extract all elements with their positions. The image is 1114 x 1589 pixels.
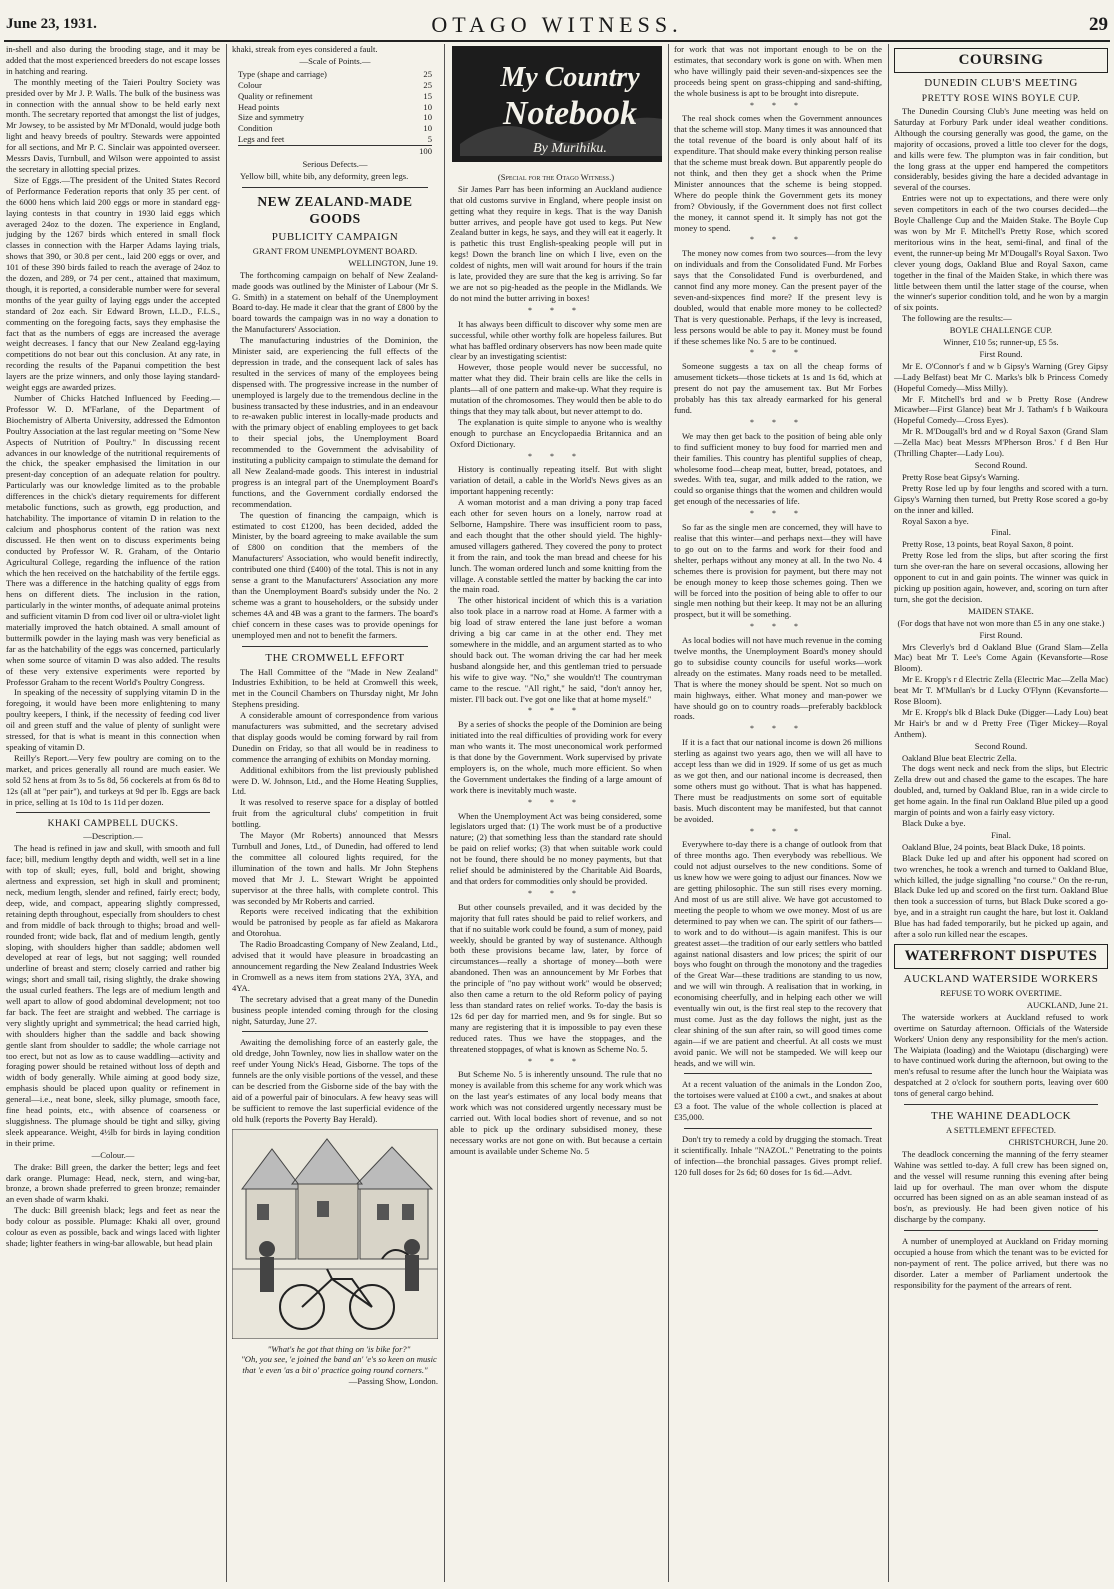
points-value: 15 bbox=[423, 90, 432, 101]
column-5 bbox=[894, 44, 1108, 1582]
subhead-description: —Description.— bbox=[83, 831, 143, 842]
paragraph: It was resolved to reserve space for a display of bottled fruit from the agricultural clubs' competition in fruit bottling. bbox=[232, 797, 438, 830]
paragraph: The question of financing the campaign, which is estimated to cost £1200, has been decided, added the Minister, by the board agreeing to make available the sum of £800 on condition that the members of the Manufacturers' Association, who would benefit indirectly, contributed one third (£400) of the total. This is not in any sense a grant to the Manufacturers' Association any more than the Unemployment Board's subsidy under the No. 2 scheme was a grant to householders, or the subsidy under schemes 4A and 4B was a grant to the farmers. The board's chief concern in these cases was to provide openings for unemployed men and not to benefit the farmers. bbox=[232, 509, 438, 640]
round-heading: First Round. bbox=[979, 629, 1023, 640]
paragraph: The monthly meeting of the Taieri Poultry Society was presided over by Mr J. P. Walls. The bulk of the business was in connection with the annual show to be held early next month. The secretary reported that amongst the list of judges, Mr Jowsey, to be assisted by Mr M'Donald, would judge both light and heavy breeds of poultry. Stewards were appointed for all sections, and Mr P. C. Sinclair was appointed overseer. Messrs Davis, Turnbull, and Wilson were appointed to assist the secretary in allotting special prizes. bbox=[6, 76, 220, 174]
points-label: Quality or refinement bbox=[238, 90, 313, 101]
round-heading: Final. bbox=[991, 829, 1011, 840]
column-rule bbox=[888, 44, 889, 1582]
cartoon-illustration bbox=[232, 1129, 438, 1339]
subhead-pretty-rose: PRETTY ROSE WINS BOYLE CUP. bbox=[921, 94, 1081, 104]
paragraph: The forthcoming campaign on behalf of New Zealand-made goods was outlined by the Minister of Labour (Mr S. G. Smith) in a statement on behalf of the Unemployment Board to-day. He made it clear that the grant of £800 by the board towards the campaign was in no way a donation to the Manufacturers' Association. bbox=[232, 269, 438, 335]
paragraph: Yellow bill, white bib, any deformity, green legs. bbox=[240, 170, 409, 181]
points-total-row bbox=[238, 145, 432, 157]
paragraph: History is continually repeating itself. But with slight variation of detail, a cable in the World's News gives as an important happening recently: bbox=[450, 464, 662, 497]
newspaper-title: OTAGO WITNESS. bbox=[431, 12, 683, 37]
paragraph: The Hall Committee of the "Made in New Zealand" Industries Exhibition, to be held at Cromwell this week, met in the Council Chambers on Thursday night, Mr John Stephens presiding. bbox=[232, 666, 438, 710]
paragraph: But Scheme No. 5 is inherently unsound. The rule that no money is available from this scheme for any work which was on the last year's estimates of any local body means that work which was not considered urgently necessary must be carried out. With local bodies short of revenue, and so not able to pick up the ordinary subsidised money, these necessary works are not gone on with. But because a certain amount is available under Scheme No. 5 bbox=[450, 1069, 662, 1156]
paragraph: The duck: Bill greenish black; legs and feet as near the body colour as possible. Plumage: Khaki all over, ground colour as even as possible, back and wings laced with lighter shade; lighter feathers in wing-bar allowable, but head plain bbox=[6, 1205, 220, 1248]
paragraph: The head is refined in jaw and skull, with smooth and full face; bill, medium lengthy depth and width, well set in a line with top of skull; eyes, full, bold and bright, showing alertness and expression, set high in skull and prominent; neck, medium length, slender and refined, fairly erect; body, deep, wide, and compact, appearing slightly compressed, retaining depth throughout, especially from shoulders to chest and from middle of back through to thighs; broad and well-rounded front; wide back, flat and of medium length, gently sloping, with shoulders higher than saddle; abdomen well developed at rear of legs, but not sagging; well rounded underline of breast and stern; closely carried and rather big wings; short and small tail, rising slightly, the drake showing the usual curled feathers. The legs are of medium length and well apart to allow of good abdominal development; not too far back. The feet are straight and webbed. The carriage is very slightly upright and symmetrical; the head carried high, with shoulders higher than the saddle and back showing gentle slant from shoulder to saddle; the whole carriage not too erect, but not as low as to cause waddling—activity and foraging power should be retained without loss of depth and width of body generally. While aiming at good body size, emphasis should be placed upon quality or refinement in general—i.e., neat bone, sleek, silky plumage, smooth face, fine head points, etc., with absence of coarseness or sluggishness. The plumage should be tight and silky, giving sleek appearance. Weight, 4½lb for birds in laying condition in their prime. bbox=[6, 843, 220, 1148]
headline-coursing: COURSING bbox=[958, 52, 1044, 68]
result-item: Pretty Rose led up by four lengths and scored with a turn. Gipsy's Warning then turned, but Pretty Rose scored a go-by on the inner and killed. bbox=[894, 482, 1108, 515]
round-heading: Second Round. bbox=[974, 740, 1028, 751]
section-stars: * * * bbox=[528, 451, 584, 461]
paragraph: When the Unemployment Act was being considered, some legislators urged that: (1) The work must be of a productive nature; (2) that something less than the standard rate should be paid on relief works; (3) that when suitable work could not be found, there should be no money payments, but that relief should be administered by the Charitable Aid Boards, and that orders for commodities only should be provided. bbox=[450, 810, 662, 886]
paragraph: The Dunedin Coursing Club's June meeting was held on Saturday at Forbury Park under ideal weather conditions. Although the coursing generally was good, the game, on the majority of occasions, proved a little too clever for the dogs, and kills were few. The plumpton was in fair condition, but the long grass at the upper end hampered the competitors considerably, besides giving the hare a decided advantage in several of the courses. bbox=[894, 106, 1108, 193]
paragraph: A number of unemployed at Auckland on Friday morning occupied a house from which the tenant was to be evicted for non-payment of rent. The police arrived, but there was no disorder. Later a member of Parliament undertook the responsibility for the payment of the arrears of rent. bbox=[894, 1236, 1108, 1290]
points-value: 5 bbox=[427, 134, 432, 145]
paragraph: The waterside workers at Auckland refused to work overtime on Saturday afternoon. Officials of the Waterside Workers' Union deny any responsibility for the men's action. The Waipiata (loading) and the Waiotapu (discharging) were to have continued work during the afternoon, but owing to the men's refusal to resume after the lunch hour the Waipiata was despatched at 2 o'clock for southern ports, leaving over 600 tons of general cargo behind. bbox=[894, 1011, 1108, 1099]
column-1 bbox=[6, 44, 220, 1582]
issue-date: June 23, 1931. bbox=[6, 16, 97, 32]
round-heading: Second Round. bbox=[974, 460, 1028, 470]
result-item: Royal Saxon a bye. bbox=[902, 515, 969, 526]
paragraph: for work that was not important enough to be on the estimates, that secondary work is gone on with. When men who have willingly paid their seven-and-sixpences see the proceeds being spent on grass-chipping and sand-shifting, the whole business is apt to be brought into disrepute. bbox=[674, 44, 882, 98]
section-stars: * * * bbox=[528, 305, 584, 315]
cartoon-credit: —Passing Show, London. bbox=[348, 1376, 438, 1387]
points-value: 25 bbox=[423, 79, 432, 90]
subhead-defects: Serious Defects.— bbox=[302, 159, 368, 170]
paragraph: Awaiting the demolishing force of an easterly gale, the old dredge, John Townley, now lies in shallow water on the reef under Young Nick's Head, Gisborne. The tops of the funnels are the only visible portions of the vessel, and these can be descried from the Gisborne side of the bay with the aid of a powerful pair of binoculars. A few heavy seas will be sufficient to remove the last superficial evidence of the old hulk (reports the Poverty Bay Herald). bbox=[232, 1037, 438, 1124]
points-label: Head points bbox=[238, 101, 280, 112]
section-stars: * * * bbox=[750, 417, 806, 427]
points-value: 10 bbox=[423, 123, 432, 134]
paragraph: Someone suggests a tax on all the cheap forms of amusement tickets—those tickets at 1s and 1s 6d, which at present do not pay the amusement tax. But Mr Forbes probably has this tax already earmarked for his general fund. bbox=[674, 361, 882, 415]
result-item: Pretty Rose, 13 points, beat Royal Saxon, 8 point. bbox=[902, 539, 1074, 550]
points-label: Type (shape and carriage) bbox=[238, 68, 327, 79]
paragraph: Sir James Parr has been informing an Auckland audience that old customs survive in England, where people insist on getting what they require in kegs. That is the way Danish butter arrives, and people have got used to kegs. Put New Zealand butter in kegs, he says, and they will eat it eagerly. It is pathetic this trust English-speaking people will put in kegs! Down the branch line on which I live, even on the coldest of nights, men will wait around for hours if the train is late, provided they are sure that the keg is arriving. So far we are not so pig-headed as the people in the Midlands. We do not mind the butter arriving in boxes! bbox=[450, 183, 662, 303]
special-note: (Special for the Otago Witness.) bbox=[497, 171, 615, 182]
paragraph: Reilly's Report.—Very few poultry are coming on to the market, and prices generally all round are much easier. We sold 52 hens at from 3s to 5s 8d, 56 cockerels at from 6s 8d to 12s (all at "per pair"), and turkeys at 9d per lb. Eggs are back in price, selling at 1s 10d to 1s 11d per dozen. bbox=[6, 752, 220, 807]
points-row bbox=[238, 112, 432, 123]
headline-nz-goods: NEW ZEALAND-MADE GOODS bbox=[257, 193, 413, 226]
paragraph: The Mayor (Mr Roberts) announced that Messrs Turnbull and Jones, Ltd., of Dunedin, had offered to lend the committee all coloured lights required, for the illumination of the town and halls. Mr John Stephens moved that Mr J. L. Stewart Wright be appointed supervisor at the three halls, with complete control. This was seconded by Mr Roberts and carried. bbox=[232, 830, 438, 906]
section-stars: * * * bbox=[750, 235, 806, 245]
paragraph: By a series of shocks the people of the Dominion are being initiated into the real difficulties of providing work for every man who wants it. The most uneconomical work performed is that done by the Government. Work supervised by private employers is, on the whole, much more efficient. So when the Government undertakes the finding of a large amount of work there is inevitably much waste. bbox=[450, 719, 662, 795]
dateline: CHRISTCHURCH, June 20. bbox=[1008, 1136, 1108, 1147]
paragraph: In speaking of the necessity of supplying vitamin D in the foregoing, it would have been more enlightening to many poultry keepers, I think, if the necessity of feeding cod liver oil and green stuff and the value of plenty of sunlight were stressed, for that is what is meant in this connection when speaking of vitamin D. bbox=[6, 687, 220, 752]
points-row bbox=[238, 123, 432, 134]
paragraph: At a recent valuation of the animals in the London Zoo, the tortoises were valued at £100 a cwt., and snakes at about £3 a foot. The value of the whole collection is placed at £35,000. bbox=[674, 1079, 882, 1123]
section-stars: * * * bbox=[750, 100, 806, 110]
result-item: Mrs Cleverly's brd d Oakland Blue (Grand Slam—Zella Mac) beat Mr T. Lee's Come Again (Kevansforte—Rose Bloom). bbox=[894, 641, 1108, 674]
section-stars: * * * bbox=[528, 888, 584, 898]
section-stars: * * * bbox=[750, 826, 806, 836]
subhead-settlement: A SETTLEMENT EFFECTED. bbox=[946, 1125, 1056, 1136]
paragraph: The other historical incident of which this is a variation also took place in a narrow road at Home. A farmer with a big load of straw entered the lane just before a woman driving a big car came in at the other end. They met somewhere in the middle, and an argument started as to who should back out. The woman driving the car had her meek husband alongside her, and this gentleman tried to persuade his wife to give way. "No," she wouldn't! The countryman came to the rescue. "All right," he said, "don't annoy her, mister. I'll back out. I've got one like that at home myself." bbox=[450, 595, 662, 704]
points-row bbox=[238, 134, 432, 145]
banner-byline: By Murihiku. bbox=[533, 141, 607, 156]
paragraph: khaki, streak from eyes considered a fault. bbox=[232, 44, 378, 54]
column-4 bbox=[674, 44, 882, 1582]
result-item: Black Duke a bye. bbox=[902, 818, 966, 828]
column-3 bbox=[450, 44, 662, 1582]
column-rule bbox=[226, 44, 227, 1582]
points-total: 100 bbox=[419, 146, 432, 157]
section-stars: * * * bbox=[528, 1056, 584, 1066]
paragraph: in-shell and also during the brooding stage, and it may be added that the most experienced breeders do not escape losses in hatching and rearing. bbox=[6, 44, 220, 76]
column-rule bbox=[444, 44, 445, 1582]
masthead bbox=[4, 6, 1110, 42]
subhead-points: —Scale of Points.— bbox=[299, 55, 371, 66]
divider bbox=[242, 1031, 428, 1032]
dateline: WELLINGTON, June 19. bbox=[348, 257, 438, 268]
headline-publicity: PUBLICITY CAMPAIGN bbox=[271, 230, 399, 243]
result-item: Mr R. M'Dougall's brd and w d Royal Saxon (Grand Slam—Zella Mac) beat Messrs M'Pherson Bros.' f d Ben Hur (Thrilling Chapter—Lady Lou). bbox=[894, 426, 1108, 459]
points-label: Colour bbox=[238, 79, 262, 90]
paragraph: However, those people would never be successful, no matter what they did. Their brain cells are like the cells in plants—all of one pattern and make-up. What they require is mutation of the chromosomes. They would then be able to do things that they may talk about, but never attempt to do. bbox=[450, 362, 662, 416]
advertisement: Don't try to remedy a cold by drugging the stomach. Treat it scientifically. Inhale "NAZOL." Penetrating to the points of infection—the bronchial passages. Gives prompt relief. 120 full doses for 2s 6d; 60 doses for 1s 6d.—Advt. bbox=[674, 1134, 882, 1177]
result-item: Oakland Blue, 24 points, beat Black Duke, 18 points. bbox=[902, 841, 1086, 852]
coursing-header-box bbox=[894, 48, 1108, 73]
points-row bbox=[238, 69, 432, 80]
result-item: Mr E. O'Connor's f and w b Gipsy's Warning (Grey Gipsy—Lady Belfast) beat Mr C. Marks's blk b Princess Comedy (Hopeful Comedy—Miss Milly). bbox=[894, 360, 1108, 393]
paragraph: Size of Eggs.—The president of the United States Record of Performance Federation reports that only 35 per cent. of the 6000 hens which laid 200 eggs or more in standard egg-laying contests in that country in 1930 laid eggs which averaged 24oz to the dozen. The experience in England, judging by the 1267 birds which entered in small flock classes in connection with the Harper Adams laying trials, shows that 390, or 30.8 per cent., laid 200 eggs or over, and 101 of these 390 birds failed to reach the average of 24oz to the dozen, and 289, or 74 per cent., attained that maximum, though, it is reported, a considerable number were for several months of the year guilty of laying eggs under the accepted standard of 2oz each. Sir Edward Brown, LL.D., F.L.S., commenting on the foregoing facts, says they emphasise the fact that as the numbers of eggs are increased the average weight decreases. I fancy that our New Zealand egg-laying competitions do not bear out this conclusion. At any rate, in recording the results of the Papanui competition the best layers are the prize winners, and only those laying standard-weight eggs are awarded prizes. bbox=[6, 174, 220, 393]
headline-waterfront: WATERFRONT DISPUTES bbox=[904, 947, 1098, 964]
section-stars: * * * bbox=[750, 509, 806, 519]
page-number: 29 bbox=[1089, 14, 1108, 35]
points-row bbox=[238, 80, 432, 91]
paragraph: Additional exhibitors from the list previously published were D. W. Johnson, Ltd., and the Home Heating Supplies, Ltd. bbox=[232, 764, 438, 797]
paragraph: As local bodies will not have much revenue in the coming twelve months, the Unemployment Board's money should go to subsidise county councils for useful works—work already on the estimates. Many roads need to be metalled. That is where the money should be spent. Not so much on main highways, either. What money and man-power we have should go on to country roads—preferably backblock roads. bbox=[674, 635, 882, 722]
divider bbox=[684, 1128, 872, 1129]
paragraph: Reports were received indicating that the exhibition would be patronised by people as far afield as Makarora and Otorohua. bbox=[232, 906, 438, 939]
points-label: Size and symmetry bbox=[238, 112, 304, 123]
round-heading: Final. bbox=[991, 527, 1011, 538]
cartoon-caption: "Oh, you see, 'e joined the band an' 'e's so keen on music that 'e even 'as a bit o' practice going round corners." bbox=[241, 1354, 437, 1376]
divider bbox=[242, 646, 428, 647]
points-label: Legs and feet bbox=[238, 134, 285, 145]
headline-wahine: THE WAHINE DEADLOCK bbox=[930, 1110, 1072, 1123]
paragraph: If it is a fact that our national income is down 26 millions sterling as against two years ago, then we will all have to accept less than we did in 1929. If some of us get as much as we got then, and our national income is decreased, then some others must go without. That is what has happened. There must be readjustments on some sort of equitable basis. Much discontent may be manifested, but that cannot be avoided. bbox=[674, 737, 882, 824]
result-item: The dogs went neck and neck from the slips, but Electric Zella drew out and chased the game to the escapes. The hare doubled, and, turned by Oakland Blue, ran in a wide circle to get home again. In the final run Oakland Blue piled up a good margin of points and won a fairly easy victory. bbox=[894, 763, 1108, 818]
headline-cromwell: THE CROMWELL EFFORT bbox=[265, 651, 405, 664]
cartoon-caption: "What's he got that thing on 'is bike for?" bbox=[267, 1343, 411, 1354]
paragraph: The manufacturing industries of the Dominion, the Minister said, are experiencing the full effects of the depression in trade, and the consequent lack of sales has resulted in the services of many of the employees being dispensed with. The progressive increase in the number of unemployed is largely due to the tremendous decline in the business transacted by these industries, and in an endeavour to re-awaken public interest in locally-made products and with the primary object of enabling employees to get back to their special jobs, the Unemployment Board recommended to the Government the advisability of instituting a publicity campaign to stimulate the demand for all New Zealand-made goods. This interest in industrial progress is an integral part of the Unemployment Board's functions, and the Government cordially endorsed the recommendation. bbox=[232, 335, 438, 509]
paragraph: So far as the single men are concerned, they will have to realise that this winter—and perhaps next—they will have to go out on to the farms and work for their food and shelter, perhaps without any money at all. In the two No. 4 schemes there is provision for payment, but there may not be enough money to keep those schemes going. Then we will be forced into the position of being able to offer to our single men nothing but their keep. It may not be an alluring prospect, but it will be something. bbox=[674, 522, 882, 620]
subhead-colour: —Colour.— bbox=[91, 1149, 135, 1160]
waterfront-header-box bbox=[894, 944, 1108, 969]
subhead-maiden-stake: MAIDEN STAKE. bbox=[968, 605, 1034, 616]
headline-auckland-waterside: AUCKLAND WATERSIDE WORKERS bbox=[903, 972, 1099, 985]
result-item: Mr F. Mitchell's brd and w b Pretty Rose (Andrew Micawber—First Glance) beat Mr J. Tatham's f b Waikoura (Hopeful Comedy—Cross Eyes). bbox=[894, 393, 1108, 426]
section-stars: * * * bbox=[750, 348, 806, 358]
paragraph: The secretary advised that a great many of the Dunedin business people intended coming through for the closing night, Saturday, June 27. bbox=[232, 993, 438, 1026]
banner-title-top: My Country bbox=[500, 62, 640, 93]
paragraph: The money now comes from two sources—from the levy on individuals and from the Consolidated Fund. Mr Forbes says that the Consolidated Fund is overburdened, and cannot find any more money. Can the present payer of the seven-and-sixpences find more? If the present levy is doubled, would that enable more money to be collected? That is very questionable. Perhaps, if the levy is increased, less persons would be able to pay it. Money must be found if these schemes like No. 5 are to be continued. bbox=[674, 248, 882, 346]
section-stars: * * * bbox=[750, 622, 806, 632]
paragraph: The following are the results:— bbox=[902, 313, 1012, 324]
paragraph: The deadlock concerning the manning of the ferry steamer Wahine was settled to-day. A full crew has been signed on, and the vessel will resume running this evening after being laid up for overhaul. The man over whom the dispute occurred has been signed on as an able seaman instead of as bos'n, as previously. He had been given notice of his discharge by the company. bbox=[894, 1148, 1108, 1225]
points-value: 25 bbox=[423, 68, 432, 79]
result-item: Oakland Blue beat Electric Zella. bbox=[902, 752, 1017, 763]
paragraph: Entries were not up to expectations, and there were only seven competitors in each of the two courses decided—the Boyle Challenge Cup and the Maiden Stake. The Boyle Cup was won by Mr F. Mitchell's Pretty Rose, which scored meritorious wins in the heat, semi-final, and final of the event, the runner-up being Mr M'Dougall's Royal Saxon. Two clever young dogs, Oakland Blue and Royal Saxon, came together in the final of the Maiden Stake, in which there was little between them until the latter stage of the course, when the winner's superior condition told, and he won by a margin of six points. bbox=[894, 193, 1108, 313]
paragraph: Everywhere to-day there is a change of outlook from that of three months ago. Then everybody was rebellious. We could not adjust ourselves to the new conditions. Some of us knew how we were going to adjust our finances. Now we are getting philosophic. The sun still rises every morning. And most of us are still alive. We have got accustomed to meeting the people to whom we owe money. Most of us are determined to pay when we can. The spirit of our fathers—to work and to do without—is again manifest. This is our greatest asset—the tradition of our early settlers who battled against national disasters and low prices; the spirit of our boys who fought on through the monotony and the tragedies of the Great War—these traditions are standing to us now, and we will win through. A realisation that in working, in economising cheerfully, and in helping each other we will eventually win out, is the first real step to the recovery that must come. Just as the day follows the night, just as the clear shining of the sun after rain, so will good times come again—if we are patient and cheerful. At all costs we must avoid panic. We will not be stampeded. We will keep our heads, and we will win. bbox=[674, 839, 882, 1068]
result-item: Mr E. Kropp's r d Electric Zella (Electric Mac—Zella Mac) beat Mr T. M'Mullan's br d Lucky O'Flynn (Kevansforte—Rose Bloom). bbox=[894, 674, 1108, 707]
points-value: 10 bbox=[423, 101, 432, 112]
result-item: Pretty Rose beat Gipsy's Warning. bbox=[902, 471, 1020, 482]
round-heading: First Round. bbox=[979, 348, 1023, 359]
section-stars: * * * bbox=[528, 706, 584, 716]
paragraph: The Radio Broadcasting Company of New Zealand, Ltd., advised that it would have pleasure in broadcasting an announcement regarding the New Zealand Industries Week in Cromwell as a news item from stations 2YA, 3YA, and 4YA. bbox=[232, 939, 438, 993]
paragraph: A considerable amount of correspondence from various manufacturers was submitted, and the secretary advised that display goods would be coming forward by rail from Dunedin on Friday, so that all would be in readiness to commence the arranging of exhibits on Monday morning. bbox=[232, 710, 438, 764]
divider bbox=[684, 1073, 872, 1074]
paragraph: It has always been difficult to discover why some men are successful, while other worthy folk are hopeless failures. But what has baffled ordinary observers has now been made quite clear by an investigating scientist: bbox=[450, 318, 662, 362]
paragraph: The real shock comes when the Government announces that the scheme will stop. Many times it was announced that the total revenue of the board is only about half of its expenditure. That should make every thinking person realise that the scheme must break down. But apparently people do not think, and then they get a shock when the Prime Minister announces that the scheme is being stopped. Where do people think the Government gets its money from? Obviously, if the Government does not first collect the money, it cannot spend it. It simply has not got the money to spend. bbox=[674, 113, 882, 233]
section-stars: * * * bbox=[528, 797, 584, 807]
result-item: Black Duke led up and after his opponent had scored on two wrenches, he took a wrench and turned to Oakland Blue, which killed, the judge signalling "no course." On the re-run, Black Duke led up and scored on the first turn. Oakland Blue then took a succession of turns, but Black Duke scored a go-bye, and in a straight run caught the hare, but lost it. Oakland Blue has had faded temporarily, but he picked up again, and after a solo run killed near the escapes. bbox=[894, 852, 1108, 940]
banner-title-main: Notebook bbox=[502, 95, 638, 132]
divider bbox=[242, 187, 428, 188]
subhead-refuse-overtime: REFUSE TO WORK OVERTIME. bbox=[940, 987, 1062, 998]
subhead-boyle-cup: BOYLE CHALLENGE CUP. bbox=[949, 325, 1053, 336]
column-2 bbox=[232, 44, 438, 1582]
divider bbox=[904, 1104, 1098, 1105]
result-item: Pretty Rose led from the slips, but after scoring the first turn she over-ran the hare on several occasions, allowing her opponent to cut in and gain points. The winner was quick in picking up position again, however, and, scoring on turn after turn, she got the decision. bbox=[894, 550, 1108, 604]
section-stars: * * * bbox=[750, 724, 806, 734]
paragraph: We may then get back to the position of being able only to find sufficient money to buy food for married men and their families. This country has plentiful supplies of cheap, wholesome food—cheap meat, butter, bread, potatoes, and swedes. With tea, sugar, and milk added to the ration, we could so organise things that the women and children would get enough of the necessaries of life. bbox=[674, 430, 882, 507]
paragraph: The drake: Bill green, the darker the better; legs and feet dark orange. Plumage: Head, neck, stern, and wing-bar, bronze, a brown shade preferred to green bronze; remainder an even shade of warm khaki. bbox=[6, 1161, 220, 1205]
maiden-note: (For dogs that have not won more than £5 in any one stake.) bbox=[897, 617, 1105, 628]
column-rule bbox=[668, 44, 669, 1582]
points-table bbox=[238, 69, 432, 157]
headline-dunedin-club: DUNEDIN CLUB'S MEETING bbox=[924, 77, 1078, 89]
divider bbox=[16, 812, 210, 813]
paragraph: A woman motorist and a man driving a pony trap faced each other for seven hours on a lonely, narrow road at Selborne, Hampshire. There was insufficient room to pass, and each thought that the other should yield. The highly-amused villagers gathered. They covered the pony to protect it from the rain, and took the man bread and cheese for his lunch. The woman ordered lunch and some knitting from the village. A constable settled the matter by backing the car into the main road. bbox=[450, 497, 662, 595]
paragraph: The explanation is quite simple to anyone who is wealthy enough to purchase an Encyclopaedia Britannica and an Oxford Dictionary. bbox=[450, 416, 662, 449]
headline-khaki: KHAKI CAMPBELL DUCKS. bbox=[47, 819, 179, 830]
result-item: Mr E. Kropp's blk d Black Duke (Digger—Lady Lou) beat Mr Hair's br and w d Pretty Free (Tiger Mickey—Royal Anthem). bbox=[894, 706, 1108, 739]
divider bbox=[904, 1230, 1098, 1231]
dateline: AUCKLAND, June 21. bbox=[1026, 999, 1108, 1010]
country-notebook-banner bbox=[450, 44, 662, 164]
points-value: 10 bbox=[423, 112, 432, 123]
paragraph: But other counsels prevailed, and it was decided by the majority that full rates should be paid to relief workers, and that if no suitable work could be found, a sum of money, paid weekly, should be granted by way of sustenance. Although both these provisions became law, later, by force of circumstances—really a shortage of money—both were abandoned. Then was an announcement by Mr Forbes that the principle of "no pay without work" would be observed; also then came a return to the old Reform policy of paying less than standard rates on relief works. To-day the basis is 12s 6d per day for married men, and 9s for single. But so many are registering that it is impossible to pay even these reduced rates. Thus we have the stoppages, and the threatened stoppages, of what is known as Scheme No. 5. bbox=[450, 901, 662, 1054]
boyle-prize: Winner, £10 5s; runner-up, £5 5s. bbox=[943, 337, 1059, 348]
subhead-grant: GRANT FROM UNEMPLOYMENT BOARD. bbox=[252, 245, 418, 256]
points-row bbox=[238, 91, 432, 102]
paragraph: Number of Chicks Hatched Influenced by Feeding.—Professor W. D. M'Farlane, of the Department of Biochemistry of Alberta University, addressed the Edmonton Poultry Association at the last regular meeting on "Some New Aspects of Nutrition of Poultry." In discussing recent advances in our knowledge of the nutritional requirements of the chick, the speaker emphasised the limitation in our present-day conception of an adequate relation for poultry. Particularly was our knowledge limited as to the probable differences in the chick's dietary requirements for different metabolic functions, such as growth, egg production, and hatchability. The importance of vitamin D in relation to the calcium and phosphorus content of the ration was next discussed. He then went on to discuss experiments being conducted by Professor W. R. Graham, of the Ontario Agricultural College, regarding the influence of the ration which the hen received on the hatchability of the fertile eggs. There was a difference in the hatching quality of eggs from hens on different diets. The inclusion in the ration, particularly in the winter months, of adequate animal proteins and sufficient vitamin D from cod liver oil or ultra-violet light materially improved the hatch obtained. A small amount of buttermilk powder in the laying mash was very beneficial as far as the hatchability of the eggs was concerned, particularly when some source of vitamin D was also added. The results of these very extensive experiments were reported by Professor Graham to the recent World's Poultry Congress. bbox=[6, 393, 220, 687]
points-row bbox=[238, 102, 432, 113]
points-label: Condition bbox=[238, 123, 273, 134]
